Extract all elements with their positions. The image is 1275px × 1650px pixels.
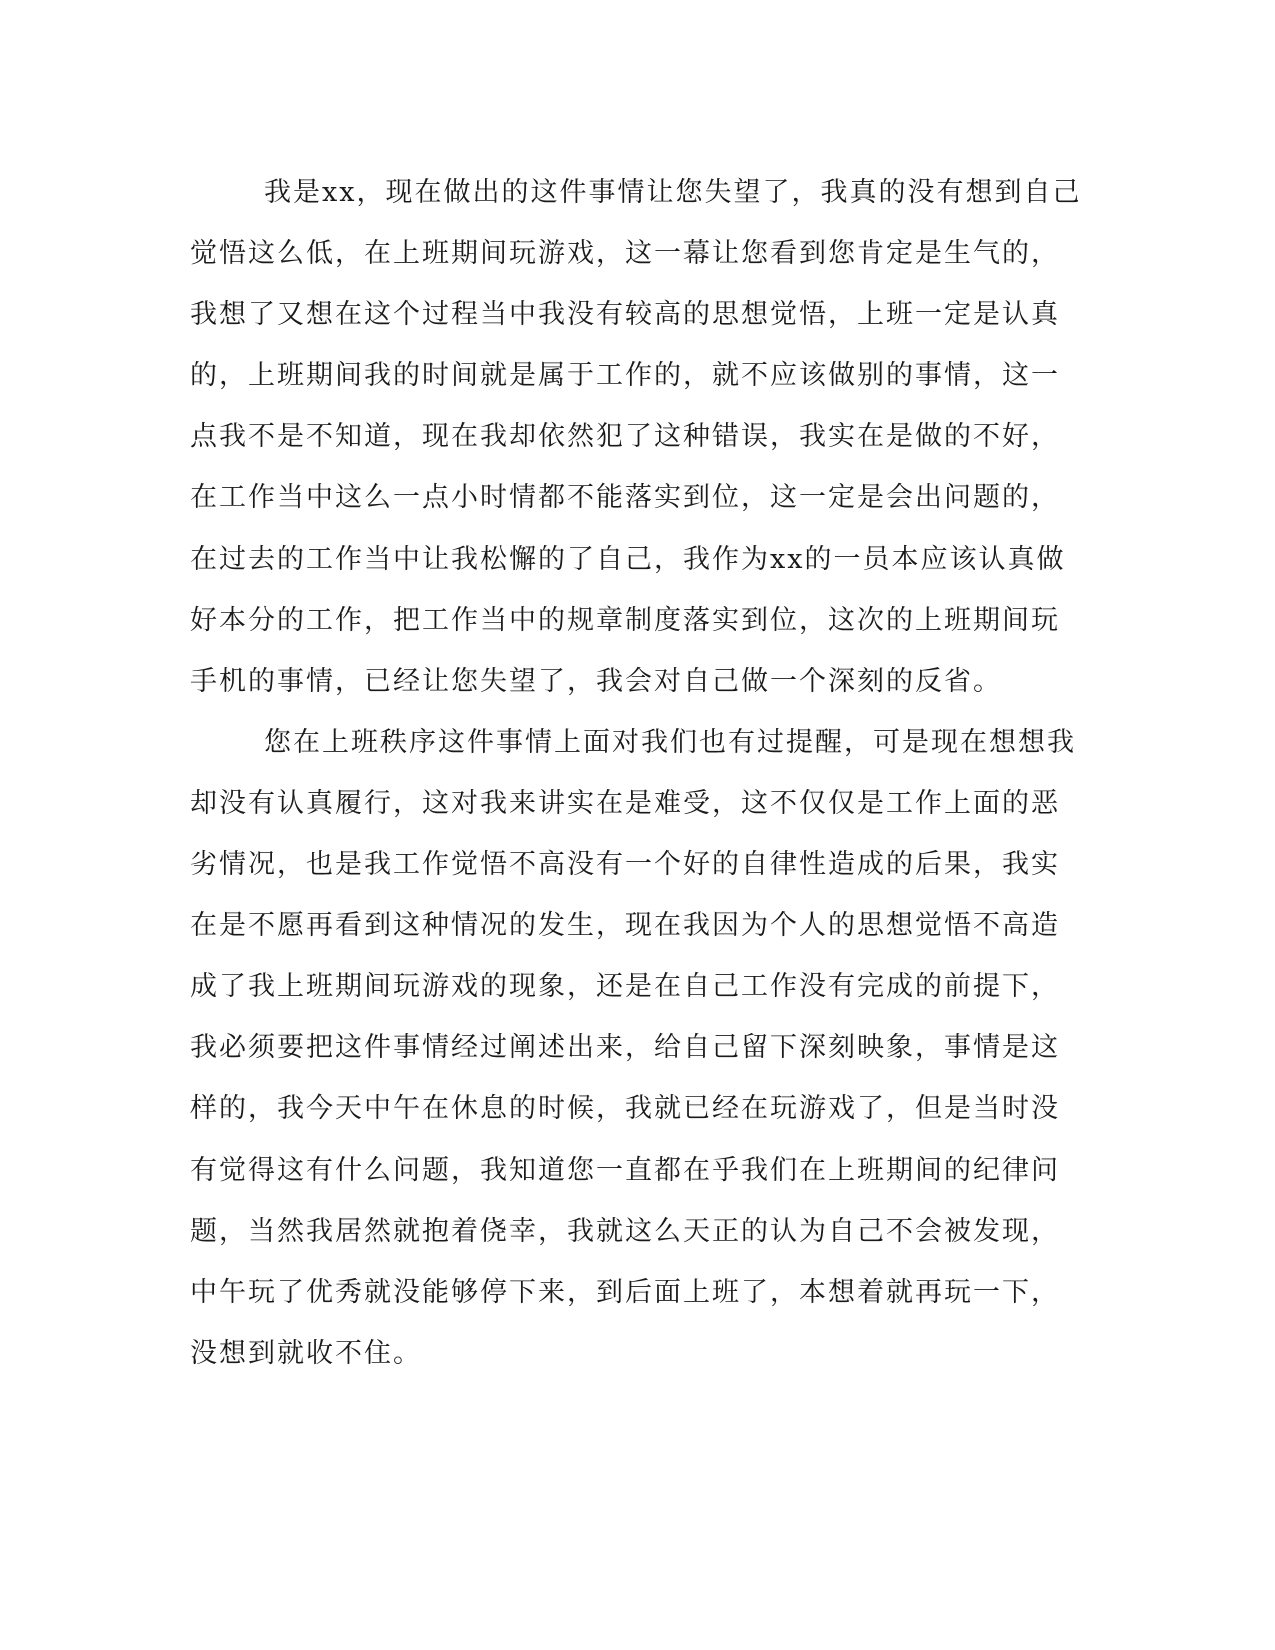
text-line: 的，上班期间我的时间就是属于工作的，就不应该做别的事情，这一 [190, 360, 1060, 392]
text-line: 我想了又想在这个过程当中我没有较高的思想觉悟，上班一定是认真 [190, 299, 1060, 331]
text-line: 题，当然我居然就抱着侥幸，我就这么天正的认为自己不会被发现， [190, 1215, 1060, 1247]
text-line: 觉悟这么低，在上班期间玩游戏，这一幕让您看到您肯定是生气的， [190, 238, 1060, 270]
text-line: 没想到就收不住。 [190, 1337, 422, 1369]
text-line: 点我不是不知道，现在我却依然犯了这种错误，我实在是做的不好， [190, 421, 1060, 453]
text-line: 成了我上班期间玩游戏的现象，还是在自己工作没有完成的前提下， [190, 971, 1060, 1003]
text-line: 劣情况，也是我工作觉悟不高没有一个好的自律性造成的后果，我实 [190, 849, 1060, 881]
text-line: 我必须要把这件事情经过阐述出来，给自己留下深刻映象，事情是这 [190, 1032, 1060, 1064]
paragraph-1 [190, 162, 1090, 712]
paragraph-2 [190, 712, 1090, 1384]
text-line: 中午玩了优秀就没能够停下来，到后面上班了，本想着就再玩一下， [190, 1276, 1060, 1308]
text-line: 样的，我今天中午在休息的时候，我就已经在玩游戏了，但是当时没 [190, 1093, 1060, 1125]
text-line: 却没有认真履行，这对我来讲实在是难受，这不仅仅是工作上面的恶 [190, 787, 1060, 819]
text-line: 在工作当中这么一点小时情都不能落实到位，这一定是会出问题的， [190, 482, 1060, 514]
text-line: 好本分的工作，把工作当中的规章制度落实到位，这次的上班期间玩 [190, 604, 1060, 636]
text-line: 手机的事情，已经让您失望了，我会对自己做一个深刻的反省。 [190, 665, 1002, 697]
text-line: 我是xx，现在做出的这件事情让您失望了，我真的没有想到自己 [264, 177, 1082, 208]
document-body [190, 162, 1090, 1384]
text-line: 您在上班秩序这件事情上面对我们也有过提醒，可是现在想想我 [264, 726, 1076, 758]
text-line: 有觉得这有什么问题，我知道您一直都在乎我们在上班期间的纪律问 [190, 1154, 1060, 1186]
text-line: 在是不愿再看到这种情况的发生，现在我因为个人的思想觉悟不高造 [190, 910, 1060, 942]
text-line: 在过去的工作当中让我松懈的了自己，我作为xx的一员本应该认真做 [190, 543, 1066, 575]
